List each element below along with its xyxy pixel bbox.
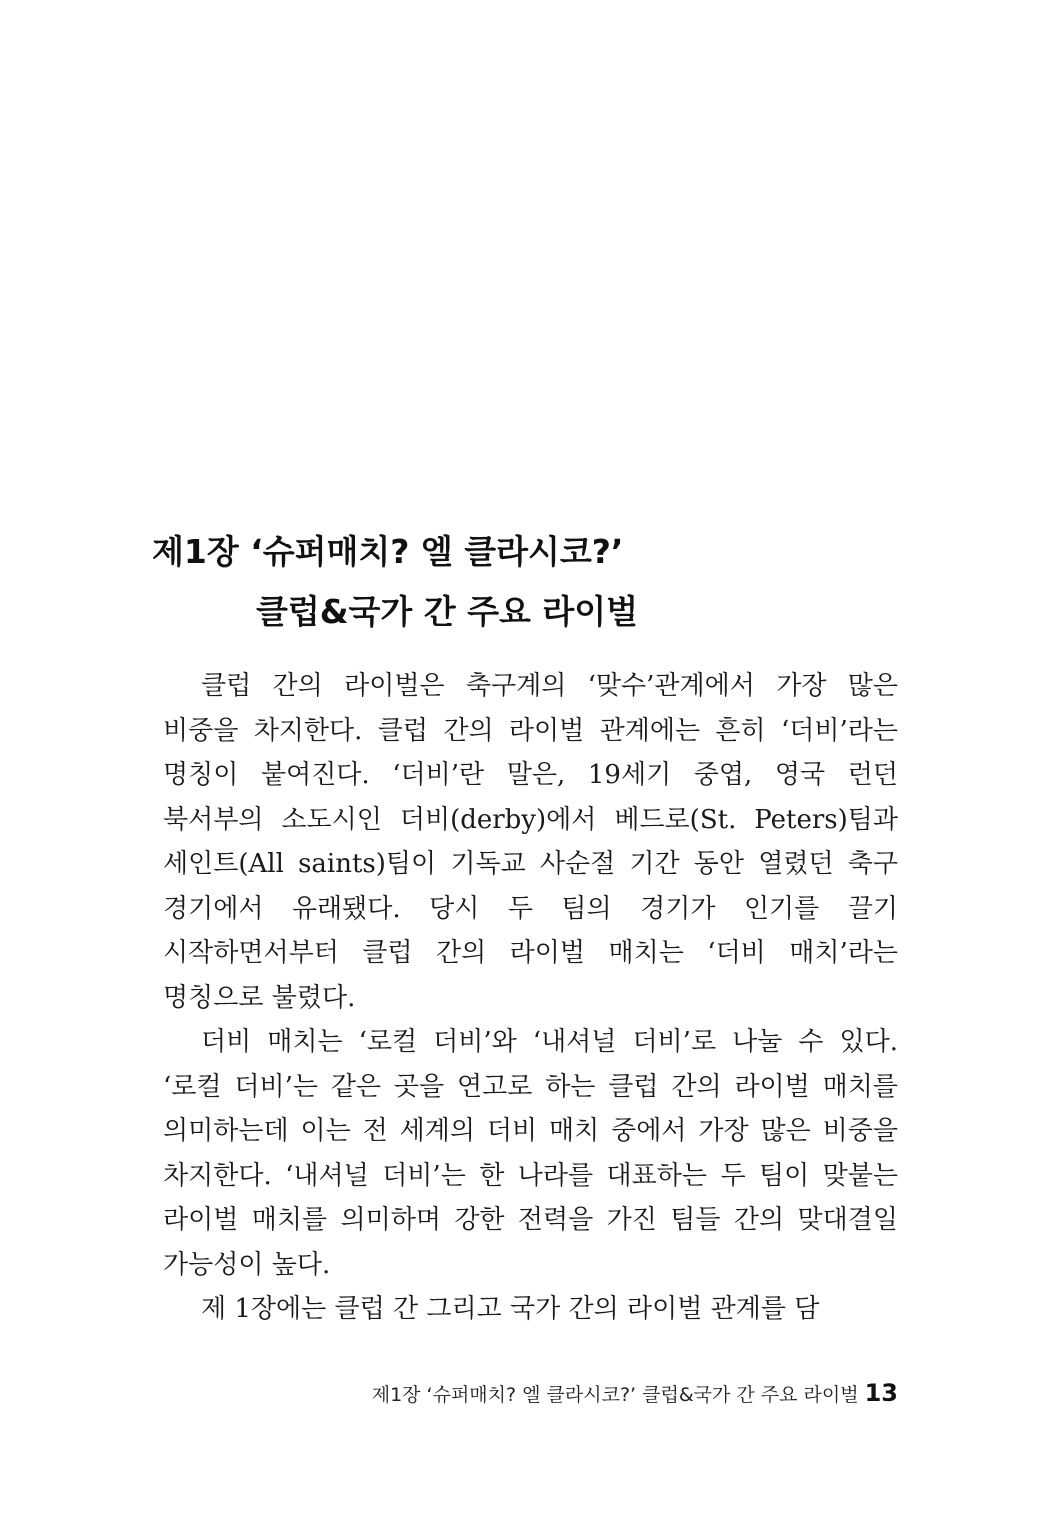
paragraph-1: 클럽 간의 라이벌은 축구계의 ‘맞수’관계에서 가장 많은 비중을 차지한다. 클럽 간의 라이벌 관계에는 흔히 ‘더비’라는 명칭이 붙여진다. ‘더비’란 말은, 19세기 중엽, 영국 런던 북서부의 소도시인 더비(derby)에서 베드로(St. Peters)팀과 세인트(All saints)팀이 기독교 사순절 기간 동안 열렸던 축구 경기에서 유래됐다. 당시 두 팀의 경기가 인기를 끌기 시작하면서부터 클럽 간의 라이벌 매치는 ‘더비 매치’라는 명칭으로 불렸다. <box>163 671 898 1013</box>
paragraph-2: 더비 매치는 ‘로컬 더비’와 ‘내셔널 더비’로 나눌 수 있다. ‘로컬 더비’는 같은 곳을 연고로 하는 클럽 간의 라이벌 매치를 의미하는데 이는 전 세계의 더비 매치 중에서 가장 많은 비중을 차지한다. ‘내셔널 더비’는 한 나라를 대표하는 두 팀이 맞붙는 라이벌 매치를 의미하며 강한 전력을 가진 팀들 간의 맞대결일 가능성이 높다. <box>163 1027 898 1280</box>
page-number: 13 <box>864 1379 898 1407</box>
running-footer <box>300 1375 898 1413</box>
running-title: 제1장 ‘슈퍼매치? 엘 클라시코?’ 클럽&국가 간 주요 라이벌 <box>371 1384 859 1406</box>
chapter-title <box>152 522 912 642</box>
chapter-title-line-1: 제1장 ‘슈퍼매치? 엘 클라시코?’ <box>152 532 624 571</box>
chapter-title-line-2: 클럽&국가 간 주요 라이벌 <box>256 592 639 631</box>
body-text <box>163 664 898 1332</box>
paragraph-3: 제 1장에는 클럽 간 그리고 국가 간의 라이벌 관계를 담 <box>201 1294 820 1324</box>
